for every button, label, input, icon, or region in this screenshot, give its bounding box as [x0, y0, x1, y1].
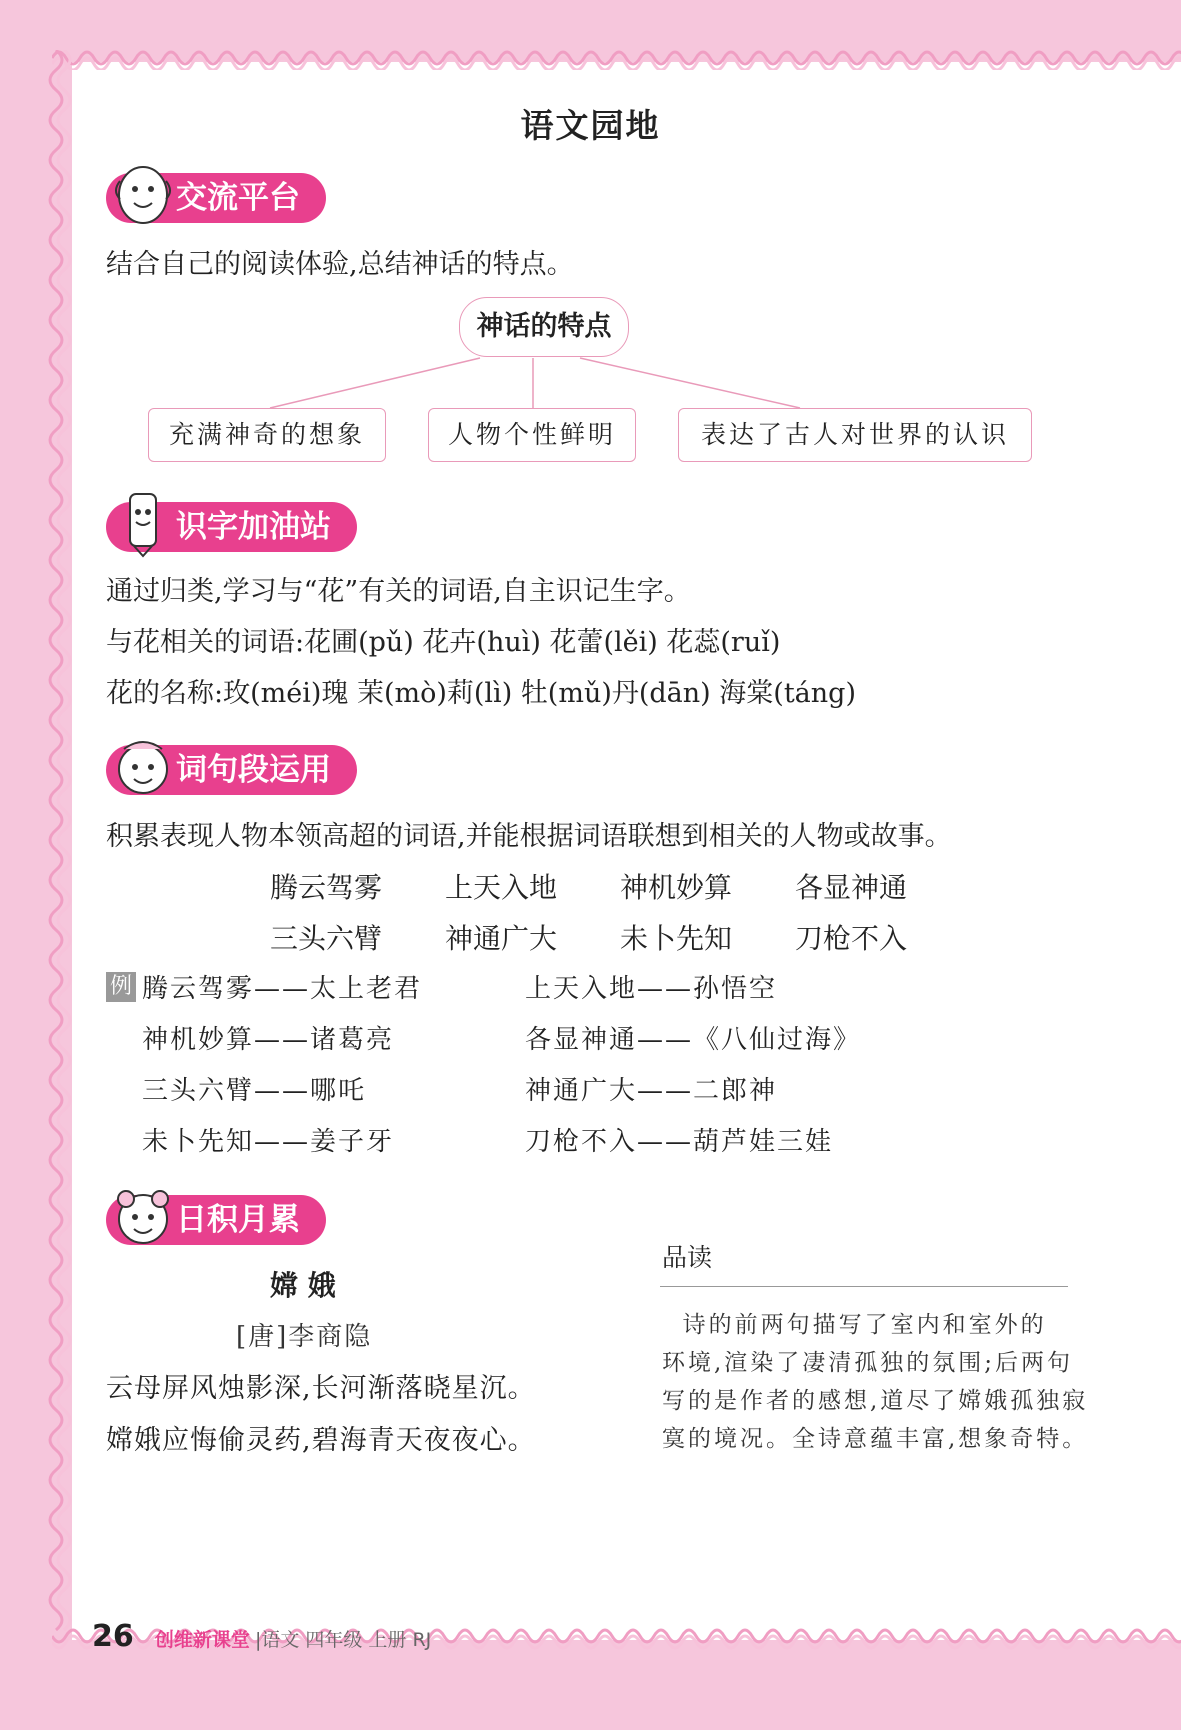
example-item: 未卜先知——姜子牙	[142, 1127, 395, 1157]
cake-mascot-icon	[112, 733, 174, 801]
poem-title: 嫦 娥	[270, 1269, 336, 1302]
example-badge: 例	[106, 972, 136, 1002]
cijuduan-prompt: 积累表现人物本领高超的词语,并能根据词语联想到相关的人物或故事。	[106, 821, 952, 852]
sheep-mascot-icon	[112, 1183, 174, 1251]
idiom: 各显神通	[795, 871, 908, 904]
example-item: 神机妙算——诸葛亮	[142, 1025, 395, 1055]
example-item: 三头六臂——哪吒	[142, 1076, 367, 1106]
pindu-divider	[660, 1286, 1068, 1287]
shizi-line-2: 花的名称:玫(méi)瑰 茉(mò)莉(lì) 牡(mǔ)丹(dān) 海棠(táng)	[106, 678, 856, 709]
poem-line-2: 嫦娥应悔偷灵药,碧海青天夜夜心。	[106, 1425, 536, 1456]
pindu-line: 写的是作者的感想,道尽了嫦娥孤独寂	[662, 1388, 1089, 1414]
idiom: 未卜先知	[620, 922, 733, 955]
page-footer	[92, 1619, 431, 1659]
poem-author: [唐]李商隐	[236, 1322, 373, 1352]
poem-line-1: 云母屏风烛影深,长河渐落晓星沉。	[106, 1373, 536, 1404]
idiom-row-1	[0, 866, 1181, 906]
mindmap-center: 神话的特点	[459, 297, 629, 357]
idiom: 三头六臂	[270, 922, 383, 955]
pencil-mascot-icon	[112, 490, 174, 558]
example-item: 神通广大——二郎神	[525, 1076, 778, 1106]
example-item: 刀枪不入——葫芦娃三娃	[525, 1127, 834, 1157]
mindmap-branch: 表达了古人对世界的认识	[678, 408, 1032, 462]
mindmap-branch: 人物个性鲜明	[428, 408, 636, 462]
idiom-row-2	[0, 917, 1181, 957]
idiom: 刀枪不入	[795, 922, 908, 955]
shizi-prompt: 通过归类,学习与“花”有关的词语,自主识记生字。	[106, 576, 691, 607]
example-item: 腾云驾雾——太上老君	[142, 974, 423, 1004]
idiom: 神通广大	[445, 922, 558, 955]
pindu-line: 寞的境况。全诗意蕴丰富,想象奇特。	[662, 1426, 1089, 1452]
pindu-line: 诗的前两句描写了室内和室外的	[662, 1312, 1047, 1338]
brand-name: 创维新课堂	[154, 1629, 250, 1651]
example-item: 上天入地——孙悟空	[525, 974, 778, 1004]
example-item: 各显神通——《八仙过海》	[525, 1025, 862, 1055]
pindu-line: 环境,渲染了凄清孤独的氛围;后两句	[662, 1350, 1074, 1376]
idiom: 腾云驾雾	[270, 871, 383, 904]
mindmap-branch: 充满神奇的想象	[148, 408, 386, 462]
book-meta: |语文 四年级 上册 RJ	[254, 1629, 432, 1651]
idiom: 上天入地	[445, 871, 558, 904]
shizi-line-1: 与花相关的词语:花圃(pǔ) 花卉(huì) 花蕾(lěi) 花蕊(ruǐ)	[106, 627, 781, 658]
pindu-heading: 品读	[662, 1243, 713, 1272]
section-pill: 词句段运用	[106, 745, 357, 795]
section-pill: 日积月累	[106, 1195, 326, 1245]
section-pill: 识字加油站	[106, 502, 357, 552]
idiom: 神机妙算	[620, 871, 733, 904]
page-number: 26	[92, 1619, 134, 1654]
jiaoliu-prompt: 结合自己的阅读体验,总结神话的特点。	[106, 249, 574, 280]
section-pill: 交流平台	[106, 173, 326, 223]
page-title: 语文园地	[520, 106, 661, 145]
